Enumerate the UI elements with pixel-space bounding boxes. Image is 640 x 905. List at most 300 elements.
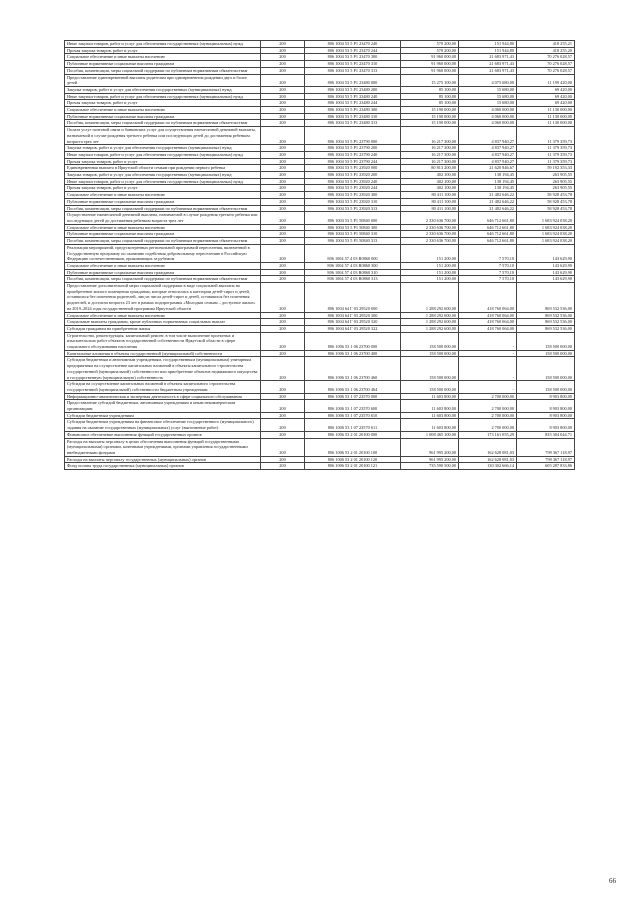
- row-name: Социальное обеспечение и иные выплаты населению: [65, 192, 261, 199]
- row-code: 200: [261, 269, 305, 276]
- row-remaining-amount: 69 420,00: [517, 100, 575, 107]
- row-classification-code: 806 1004 53 5 P1 23920 313: [305, 205, 401, 212]
- row-executed-amount: 138 194,45: [459, 178, 517, 185]
- row-approved-amount: 85 100,00: [401, 86, 459, 93]
- row-approved-amount: 16 217 300,00: [401, 127, 459, 145]
- row-approved-amount: 91 960 000,00: [401, 61, 459, 68]
- row-approved-amount: 158 500 000,00: [401, 381, 459, 393]
- table-row: [65, 158, 575, 165]
- row-code: 200: [261, 212, 305, 224]
- row-remaining-amount: 70 276 028,57: [517, 61, 575, 68]
- row-approved-amount: 15 190 000,00: [401, 120, 459, 127]
- row-code: 200: [261, 431, 305, 438]
- row-name: Оплата услуг почтовой связи и банковских услуг для осуществления ежемесячной денежной выплаты, назначаемой в случае рождения третьего ребенка или последующих детей до достижения ребенком возраста трех лет: [65, 127, 261, 145]
- row-name: Капитальные вложения в объекты государственной (муниципальной) собственности: [65, 350, 261, 357]
- row-executed-amount: 7 570,10: [459, 269, 517, 276]
- row-name: Закупка товаров, работ и услуг для обеспечения государственных (муниципальных) нужд: [65, 172, 261, 179]
- row-code: 200: [261, 412, 305, 419]
- row-code: 200: [261, 438, 305, 456]
- row-approved-amount: 11 603 800,00: [401, 419, 459, 431]
- row-approved-amount: 85 100,00: [401, 100, 459, 107]
- row-remaining-amount: 11 130 000,00: [517, 120, 575, 127]
- row-remaining-amount: 11 379 359,73: [517, 151, 575, 158]
- table-row: [65, 165, 575, 172]
- row-remaining-amount: 869 532 536,00: [517, 325, 575, 332]
- row-remaining-amount: 11 130 000,00: [517, 107, 575, 114]
- row-code: 200: [261, 120, 305, 127]
- table-row: [65, 283, 575, 313]
- table-row: [65, 357, 575, 381]
- row-name: Публичные нормативные социальные выплаты гражданам: [65, 231, 261, 238]
- row-classification-code: 806 1004 53 5 P1 23920 244: [305, 185, 401, 192]
- table-row: [65, 74, 575, 86]
- row-remaining-amount: 158 500 000,00: [517, 357, 575, 381]
- table-row: [65, 262, 575, 269]
- row-approved-amount: 15 275 100,00: [401, 74, 459, 86]
- row-remaining-amount: 869 532 536,00: [517, 312, 575, 319]
- table-row: [65, 456, 575, 463]
- budget-table-body: [65, 41, 575, 470]
- row-code: 200: [261, 276, 305, 283]
- row-code: 200: [261, 61, 305, 68]
- table-row: [65, 312, 575, 319]
- row-name: Расходы на выплаты персоналу государственных (муниципальных) органов: [65, 456, 261, 463]
- row-name: Пособия, компенсации, меры социальной поддержки по публичным нормативным обязательствам: [65, 67, 261, 74]
- row-executed-amount: 21 620 846,67: [459, 165, 517, 172]
- row-name: Предоставление субсидий бюджетным, автономным учреждениям и иным некоммерческим организациям: [65, 400, 261, 412]
- table-row: [65, 61, 575, 68]
- row-executed-amount: 138 194,45: [459, 185, 517, 192]
- row-name: Публичные нормативные социальные выплаты гражданам: [65, 198, 261, 205]
- row-remaining-amount: 8 903 800,00: [517, 393, 575, 400]
- row-code: 200: [261, 113, 305, 120]
- row-remaining-amount: 8 903 800,00: [517, 419, 575, 431]
- row-remaining-amount: 58 928 453,78: [517, 192, 575, 199]
- row-approved-amount: 91 960 000,00: [401, 67, 459, 74]
- row-classification-code: 806 1004 53 5 P1 23920 300: [305, 192, 401, 199]
- row-name: Строительство, реконструкция, капитальный ремонт, в том числе выполнение проектных и изыскательских работ объектов государственной собственности Иркутской области в сфере социального обслуживания населения: [65, 332, 261, 350]
- row-executed-amount: 4 075 680,00: [459, 74, 517, 86]
- row-approved-amount: 151 200,00: [401, 262, 459, 269]
- row-executed-amount: 21 482 646,22: [459, 192, 517, 199]
- row-executed-amount: 646 712 661,80: [459, 212, 517, 224]
- row-code: 200: [261, 456, 305, 463]
- row-approved-amount: 1 288 292 600,00: [401, 312, 459, 319]
- row-remaining-amount: 158 500 000,00: [517, 350, 575, 357]
- row-name: Закупка товаров, работ и услуг для обеспечения государственных (муниципальных) нужд: [65, 86, 261, 93]
- table-row: [65, 86, 575, 93]
- row-executed-amount: 15 680,00: [459, 86, 517, 93]
- row-code: 200: [261, 47, 305, 54]
- row-name: Пособия, компенсации, меры социальной поддержки по публичным нормативным обязательствам: [65, 238, 261, 245]
- row-executed-amount: 162 628 081,03: [459, 438, 517, 456]
- row-approved-amount: 16 217 300,00: [401, 151, 459, 158]
- row-executed-amount: 15 680,00: [459, 100, 517, 107]
- budget-table: [64, 40, 575, 470]
- table-row: [65, 178, 575, 185]
- row-code: 200: [261, 381, 305, 393]
- row-remaining-amount: 869 532 536,00: [517, 319, 575, 326]
- row-code: 200: [261, 86, 305, 93]
- row-name: Фонд оплаты труда государственных (муниципальных) органов: [65, 463, 261, 470]
- row-classification-code: 806 1004 53 5 P1 23920 240: [305, 178, 401, 185]
- row-executed-amount: 173 161 055,29: [459, 431, 517, 438]
- row-code: 200: [261, 319, 305, 326]
- table-row: [65, 393, 575, 400]
- row-classification-code: 806 1004 57 4 03 R0860 000: [305, 244, 401, 262]
- row-name: Публичные нормативные социальные выплаты гражданам: [65, 269, 261, 276]
- row-code: 200: [261, 172, 305, 179]
- row-classification-code: 806 1004 53 5 P1 23790 200: [305, 145, 401, 152]
- row-remaining-amount: 11 379 359,73: [517, 158, 575, 165]
- row-code: 200: [261, 93, 305, 100]
- row-approved-amount: 11 603 800,00: [401, 412, 459, 419]
- row-executed-amount: 2 700 000,00: [459, 393, 517, 400]
- table-row: [65, 41, 575, 48]
- row-approved-amount: 402 100,00: [401, 172, 459, 179]
- row-code: 200: [261, 192, 305, 199]
- row-approved-amount: 2 330 636 700,00: [401, 224, 459, 231]
- row-code: 200: [261, 165, 305, 172]
- row-classification-code: 806 1006 53 2 01 20100 120: [305, 456, 401, 463]
- row-remaining-amount: 418 255,20: [517, 47, 575, 54]
- row-name: Социальное обеспечение и иные выплаты населению: [65, 312, 261, 319]
- row-code: 200: [261, 463, 305, 470]
- row-name: Информационно-аналитическая и экспертная деятельность в сфере социального обслуживания: [65, 393, 261, 400]
- table-row: [65, 332, 575, 350]
- row-remaining-amount: 58 928 453,78: [517, 198, 575, 205]
- table-row: [65, 212, 575, 224]
- table-row: [65, 145, 575, 152]
- row-executed-amount: 138 194,45: [459, 172, 517, 179]
- row-classification-code: 806 1004 53 5 P1 23790 244: [305, 158, 401, 165]
- row-classification-code: 806 1004 53 5 P1 50840 000: [305, 212, 401, 224]
- row-code: 200: [261, 357, 305, 381]
- table-row: [65, 192, 575, 199]
- row-remaining-amount: 263 905,55: [517, 185, 575, 192]
- row-remaining-amount: 799 367 118,97: [517, 456, 575, 463]
- row-approved-amount: 735 590 500,00: [401, 463, 459, 470]
- row-remaining-amount: 11 130 000,00: [517, 113, 575, 120]
- row-remaining-amount: 69 420,00: [517, 86, 575, 93]
- row-name: Предоставление дополнительной меры социальной поддержки в виде социальной выплаты на приобретение жилого помещения гражданам, которые относились к категории детей-сирот и детей, оставшихся без попечения родителей, лиц из числа детей-сирот и детей, оставшихся без попечения родителей, и достигли возраста 23 лет в рамках подпрограммы «Молодым семьям – доступное жилье» на 2019–2024 годы государственной программы Иркутской области: [65, 283, 261, 313]
- table-row: [65, 185, 575, 192]
- row-remaining-amount: 263 905,55: [517, 172, 575, 179]
- table-row: [65, 463, 575, 470]
- row-executed-amount: 2 700 000,00: [459, 419, 517, 431]
- row-code: 200: [261, 283, 305, 313]
- table-row: [65, 419, 575, 431]
- table-row: [65, 100, 575, 107]
- row-classification-code: 806 1004 57 4 03 R0860 310: [305, 269, 401, 276]
- row-executed-amount: 7 570,10: [459, 276, 517, 283]
- table-row: [65, 151, 575, 158]
- row-executed-amount: 21 683 971,43: [459, 54, 517, 61]
- row-classification-code: 806 1004 57 4 03 R0860 300: [305, 262, 401, 269]
- row-classification-code: 806 1006 53 1 07 23570 600: [305, 400, 401, 412]
- row-code: 200: [261, 325, 305, 332]
- row-classification-code: 806 1004 53 5 P1 23480 000: [305, 74, 401, 86]
- row-name: Иные закупки товаров, работ и услуг для обеспечения государственных (муниципальных) нужд: [65, 178, 261, 185]
- table-row: [65, 400, 575, 412]
- row-approved-amount: 80 411 100,00: [401, 205, 459, 212]
- table-row: [65, 238, 575, 245]
- row-executed-amount: 4 837 940,27: [459, 158, 517, 165]
- row-approved-amount: 80 411 100,00: [401, 198, 459, 205]
- row-name: Прочая закупка товаров, работ и услуг: [65, 47, 261, 54]
- row-executed-amount: 4 837 940,27: [459, 127, 517, 145]
- table-row: [65, 224, 575, 231]
- row-remaining-amount: 418 255,21: [517, 41, 575, 48]
- row-approved-amount: 16 217 300,00: [401, 145, 459, 152]
- row-code: 200: [261, 244, 305, 262]
- row-name: Прочая закупка товаров, работ и услуг: [65, 158, 261, 165]
- row-classification-code: 806 1006 53 2 01 20100 100: [305, 438, 401, 456]
- row-remaining-amount: 605 287 833,86: [517, 463, 575, 470]
- row-approved-amount: 80 813 200,00: [401, 165, 459, 172]
- row-name: Субсидии бюджетным учреждениям на финансовое обеспечение государственного (муниципального) задания на оказание государственных (муниципальных) услуг (выполнение работ): [65, 419, 261, 431]
- row-code: 200: [261, 74, 305, 86]
- row-code: 200: [261, 127, 305, 145]
- row-executed-amount: 21 482 646,22: [459, 205, 517, 212]
- row-remaining-amount: 143 629,90: [517, 244, 575, 262]
- row-remaining-amount: 158 500 000,00: [517, 332, 575, 350]
- table-row: [65, 412, 575, 419]
- table-row: [65, 438, 575, 456]
- row-executed-amount: 4 837 940,27: [459, 151, 517, 158]
- row-classification-code: 806 1004 53 5 P1 50840 310: [305, 231, 401, 238]
- row-executed-amount: 2 700 000,00: [459, 400, 517, 412]
- row-remaining-amount: 143 629,90: [517, 262, 575, 269]
- row-name: Социальные выплаты гражданам, кроме публичных нормативных социальных выплат: [65, 319, 261, 326]
- table-row: [65, 93, 575, 100]
- row-classification-code: 806 1004 53 5 P1 23920 000: [305, 165, 401, 172]
- table-row: [65, 47, 575, 54]
- row-remaining-amount: 1 683 924 038,20: [517, 224, 575, 231]
- row-classification-code: 806 1004 53 5 P1 23480 200: [305, 86, 401, 93]
- row-approved-amount: 1 288 292 600,00: [401, 325, 459, 332]
- row-classification-code: 806 1006 53 1 07 23570 610: [305, 412, 401, 419]
- row-name: Субсидии гражданам на приобретение жилья: [65, 325, 261, 332]
- row-executed-amount: 418 760 064,00: [459, 312, 517, 319]
- row-executed-amount: 418 760 064,00: [459, 283, 517, 313]
- row-name: Прочая закупка товаров, работ и услуг: [65, 185, 261, 192]
- row-name: Субсидии бюджетным учреждениям: [65, 412, 261, 419]
- row-classification-code: 806 1006 53 2 01 20100 121: [305, 463, 401, 470]
- table-row: [65, 205, 575, 212]
- table-row: [65, 244, 575, 262]
- row-classification-code: 806 1006 53 1 07 23570 000: [305, 393, 401, 400]
- row-name: Публичные нормативные социальные выплаты гражданам: [65, 113, 261, 120]
- row-approved-amount: 2 330 636 700,00: [401, 231, 459, 238]
- row-executed-amount: 7 570,10: [459, 262, 517, 269]
- row-classification-code: 806 1004 53 5 P1 23470 313: [305, 67, 401, 74]
- row-classification-code: 806 1004 53 5 P1 23480 300: [305, 107, 401, 114]
- row-approved-amount: 15 190 000,00: [401, 107, 459, 114]
- row-classification-code: 806 1004 53 5 P1 23920 200: [305, 172, 401, 179]
- row-approved-amount: 1 288 292 600,00: [401, 283, 459, 313]
- row-code: 200: [261, 178, 305, 185]
- row-classification-code: 806 1004 53 5 P1 23790 240: [305, 151, 401, 158]
- row-executed-amount: 4 837 940,27: [459, 145, 517, 152]
- row-approved-amount: 151 200,00: [401, 244, 459, 262]
- row-executed-amount: 21 683 971,43: [459, 67, 517, 74]
- row-executed-amount: 21 482 646,22: [459, 198, 517, 205]
- row-classification-code: 806 1004 53 5 P1 23470 310: [305, 61, 401, 68]
- row-name: Пособия, компенсации, меры социальной поддержки по публичным нормативным обязательствам: [65, 120, 261, 127]
- row-code: 200: [261, 67, 305, 74]
- table-row: [65, 350, 575, 357]
- row-code: 200: [261, 231, 305, 238]
- row-executed-amount: 15 680,00: [459, 93, 517, 100]
- table-row: [65, 325, 575, 332]
- row-code: 200: [261, 350, 305, 357]
- row-remaining-amount: 1 683 924 038,20: [517, 212, 575, 224]
- row-name: Субсидии бюджетным и автономным учреждениям, государственным (муниципальным) унитарным предприятиям на осуществление капитальных вложений в объекты капитального строительства государственной (муниципальной) собственности или приобретение объектов недвижимого имущества в государственную (муниципальную) собственность: [65, 357, 261, 381]
- row-code: 200: [261, 158, 305, 165]
- row-approved-amount: 11 603 800,00: [401, 393, 459, 400]
- row-code: 200: [261, 400, 305, 412]
- row-remaining-amount: 59 192 353,33: [517, 165, 575, 172]
- table-row: [65, 127, 575, 145]
- row-executed-amount: 4 060 000,00: [459, 120, 517, 127]
- row-remaining-amount: 58 928 453,78: [517, 205, 575, 212]
- row-executed-amount: -: [459, 332, 517, 350]
- row-approved-amount: 158 500 000,00: [401, 332, 459, 350]
- row-remaining-amount: 70 276 028,57: [517, 54, 575, 61]
- row-approved-amount: 158 500 000,00: [401, 357, 459, 381]
- row-approved-amount: 151 200,00: [401, 276, 459, 283]
- row-code: 200: [261, 107, 305, 114]
- row-code: 200: [261, 224, 305, 231]
- row-code: 200: [261, 332, 305, 350]
- row-approved-amount: 80 411 100,00: [401, 192, 459, 199]
- row-code: 200: [261, 205, 305, 212]
- row-approved-amount: 151 200,00: [401, 269, 459, 276]
- row-name: Пособия, компенсации, меры социальной поддержки по публичным нормативным обязательствам: [65, 276, 261, 283]
- row-classification-code: 806 1004 53 5 P1 23470 240: [305, 41, 401, 48]
- row-approved-amount: 158 500 000,00: [401, 350, 459, 357]
- row-name: Прочая закупка товаров, работ и услуг: [65, 100, 261, 107]
- row-executed-amount: -: [459, 381, 517, 393]
- row-classification-code: 806 1006 53 2 01 20100 000: [305, 431, 401, 438]
- row-code: 200: [261, 185, 305, 192]
- row-executed-amount: 151 944,80: [459, 47, 517, 54]
- row-code: 200: [261, 198, 305, 205]
- row-classification-code: 806 1004 64 Г 03 29520 322: [305, 325, 401, 332]
- row-approved-amount: 1 288 292 600,00: [401, 319, 459, 326]
- row-approved-amount: 85 100,00: [401, 93, 459, 100]
- row-classification-code: 806 1004 53 5 P1 23470 300: [305, 54, 401, 61]
- row-code: 200: [261, 145, 305, 152]
- row-approved-amount: 16 217 300,00: [401, 158, 459, 165]
- row-remaining-amount: 8 903 800,00: [517, 412, 575, 419]
- row-remaining-amount: 11 379 359,73: [517, 145, 575, 152]
- row-remaining-amount: 869 532 536,00: [517, 283, 575, 313]
- table-row: [65, 120, 575, 127]
- row-remaining-amount: 263 905,55: [517, 178, 575, 185]
- row-remaining-amount: 11 199 420,00: [517, 74, 575, 86]
- row-approved-amount: 570 200,00: [401, 41, 459, 48]
- row-remaining-amount: 69 420,00: [517, 93, 575, 100]
- row-executed-amount: 7 570,10: [459, 244, 517, 262]
- row-remaining-amount: 1 683 924 038,20: [517, 231, 575, 238]
- row-code: 200: [261, 54, 305, 61]
- table-row: [65, 381, 575, 393]
- row-approved-amount: 2 330 636 700,00: [401, 212, 459, 224]
- row-classification-code: 806 1004 53 5 P1 23480 313: [305, 120, 401, 127]
- row-classification-code: 806 1004 53 5 P1 50840 300: [305, 224, 401, 231]
- row-approved-amount: 15 190 000,00: [401, 113, 459, 120]
- row-name: Иные закупки товаров, работ и услуг для обеспечения государственных (муниципальных) нужд: [65, 41, 261, 48]
- row-approved-amount: 961 995 200,00: [401, 456, 459, 463]
- row-remaining-amount: 70 276 028,57: [517, 67, 575, 74]
- row-name: Социальное обеспечение и иные выплаты населению: [65, 54, 261, 61]
- row-executed-amount: 2 700 000,00: [459, 412, 517, 419]
- table-row: [65, 67, 575, 74]
- row-classification-code: 806 1004 57 4 03 R0860 313: [305, 276, 401, 283]
- row-name: Социальное обеспечение и иные выплаты населению: [65, 107, 261, 114]
- row-code: 200: [261, 100, 305, 107]
- row-executed-amount: 4 060 000,00: [459, 107, 517, 114]
- row-approved-amount: 11 603 800,00: [401, 400, 459, 412]
- row-executed-amount: 21 683 971,43: [459, 61, 517, 68]
- row-executed-amount: 162 628 081,03: [459, 456, 517, 463]
- row-approved-amount: 1 008 465 100,00: [401, 431, 459, 438]
- row-name: Социальное обеспечение и иные выплаты населению: [65, 262, 261, 269]
- table-row: [65, 276, 575, 283]
- row-executed-amount: -: [459, 350, 517, 357]
- row-code: 200: [261, 41, 305, 48]
- table-row: [65, 198, 575, 205]
- row-remaining-amount: 143 629,90: [517, 276, 575, 283]
- row-name: Публичные нормативные социальные выплаты гражданам: [65, 61, 261, 68]
- row-name: Субсидии на осуществление капитальных вложений в объекты капитального строительства государственной (муниципальной) собственности бюджетным учреждениям: [65, 381, 261, 393]
- row-name: Предоставление единовременной выплаты родителям при одновременном рождении двух и более детей: [65, 74, 261, 86]
- table-row: [65, 113, 575, 120]
- row-classification-code: 806 1006 53 1 06 23700 400: [305, 350, 401, 357]
- row-classification-code: 806 1004 53 5 P1 23920 310: [305, 198, 401, 205]
- row-code: 200: [261, 262, 305, 269]
- row-code: 200: [261, 419, 305, 431]
- row-executed-amount: 646 712 661,80: [459, 224, 517, 231]
- row-remaining-amount: 835 304 044,71: [517, 431, 575, 438]
- row-name: Иные закупки товаров, работ и услуг для обеспечения государственных (муниципальных) нужд: [65, 151, 261, 158]
- row-approved-amount: 91 960 000,00: [401, 54, 459, 61]
- row-classification-code: 806 1006 53 1 06 23700 464: [305, 381, 401, 393]
- row-executed-amount: 418 760 064,00: [459, 319, 517, 326]
- row-classification-code: 806 1004 53 5 P1 23480 244: [305, 100, 401, 107]
- table-row: [65, 269, 575, 276]
- row-code: 200: [261, 312, 305, 319]
- table-row: [65, 107, 575, 114]
- row-executed-amount: 130 302 666,14: [459, 463, 517, 470]
- row-remaining-amount: 11 379 359,73: [517, 127, 575, 145]
- row-executed-amount: 4 060 000,00: [459, 113, 517, 120]
- row-approved-amount: 570 200,00: [401, 47, 459, 54]
- row-executed-amount: 151 944,80: [459, 41, 517, 48]
- row-classification-code: 806 1004 53 5 P1 23480 240: [305, 93, 401, 100]
- table-row: [65, 172, 575, 179]
- row-classification-code: 806 1006 53 1 06 23700 000: [305, 332, 401, 350]
- row-classification-code: 806 1006 53 1 06 23700 460: [305, 357, 401, 381]
- row-code: 200: [261, 393, 305, 400]
- row-classification-code: 806 1004 64 Г 03 29520 000: [305, 283, 401, 313]
- table-row: [65, 319, 575, 326]
- row-remaining-amount: 799 367 118,97: [517, 438, 575, 456]
- row-approved-amount: 402 100,00: [401, 178, 459, 185]
- row-classification-code: 806 1004 64 Г 03 29520 320: [305, 319, 401, 326]
